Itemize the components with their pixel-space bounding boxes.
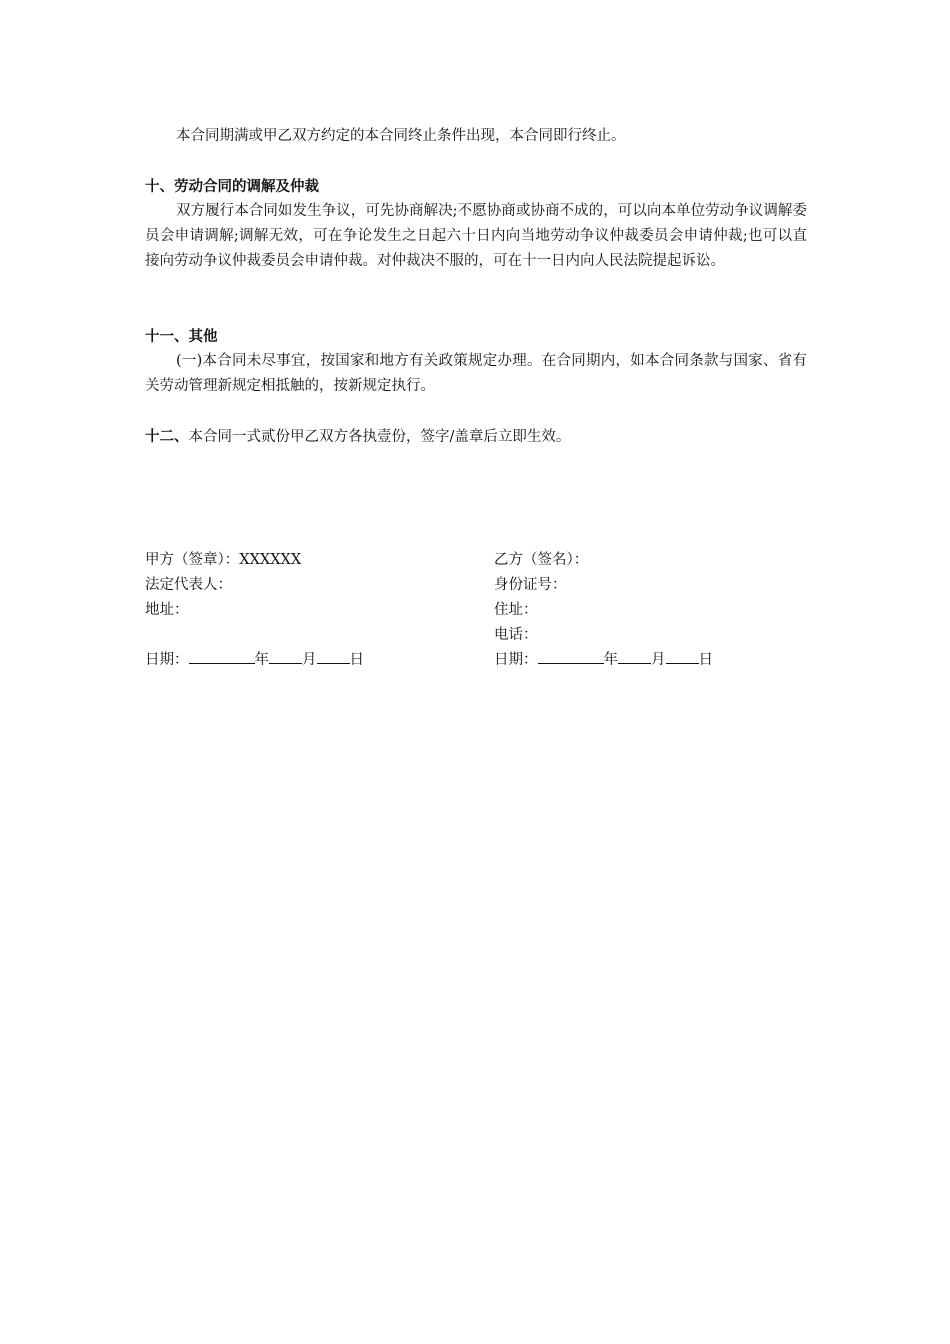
party-b-year-blank[interactable] (538, 648, 604, 664)
party-a-day-blank[interactable] (317, 648, 350, 664)
party-b-month-blank[interactable] (618, 648, 651, 664)
party-b-residence-label: 住址： (494, 602, 538, 618)
section-12-number: 十二、 (145, 428, 189, 445)
party-a-seal-label: 甲方（签章）： (145, 552, 240, 568)
section-12-text: 本合同一式贰份甲乙双方各执壹份，签字/盖章后立即生效。 (188, 429, 571, 445)
party-b-sign-label: 乙方（签名）： (494, 552, 589, 568)
party-b-residence-line (494, 598, 713, 623)
party-b-date-line (494, 648, 713, 673)
section-11-body: (一)本合同未尽事宜，按国家和地方有关政策规定办理。在合同期内，如本合同条款与国家、省有关劳动管理新规定相抵触的，按新规定执行。 (145, 353, 807, 394)
party-a-spacer-line (145, 623, 364, 648)
party-a-month-label: 月 (302, 652, 317, 668)
party-a-legal-rep-line (145, 573, 364, 598)
party-a-legal-rep-label: 法定代表人： (145, 577, 232, 593)
party-b-month-label: 月 (651, 652, 666, 668)
party-a-signature-block (145, 548, 364, 673)
party-b-phone-label: 电话： (494, 627, 538, 643)
party-a-date-line (145, 648, 364, 673)
section-12-clause (145, 424, 570, 450)
party-a-year-label: 年 (254, 652, 269, 668)
party-b-day-label: 日 (698, 652, 713, 668)
document-page (145, 0, 807, 1344)
party-b-date-label: 日期： (494, 652, 538, 668)
party-b-day-blank[interactable] (666, 648, 699, 664)
party-a-seal-line (145, 548, 364, 573)
termination-paragraph: 本合同期满或甲乙双方约定的本合同终止条件出现，本合同即行终止。 (176, 128, 626, 144)
party-a-address-line (145, 598, 364, 623)
party-b-phone-line (494, 623, 713, 648)
section-11-title: 十一、其他 (145, 328, 218, 345)
party-b-id-line (494, 573, 713, 598)
party-a-seal-value: XXXXXX (239, 552, 302, 568)
party-b-signature-block (494, 548, 713, 673)
section-10-body: 双方履行本合同如发生争议，可先协商解决;不愿协商或协商不成的，可以向本单位劳动争议调解委员会申请调解;调解无效，可在争论发生之日起六十日内向当地劳动争议仲裁委员会申请仲裁;也可以直接向劳动争议仲裁委员会申请仲裁。对仲裁决不服的，可在十一日内向人民法院提起诉讼。 (145, 203, 807, 269)
party-a-address-label: 地址： (145, 602, 189, 618)
party-b-id-label: 身份证号： (494, 577, 567, 593)
party-a-year-blank[interactable] (189, 648, 255, 664)
party-a-date-label: 日期： (145, 652, 189, 668)
party-a-month-blank[interactable] (269, 648, 302, 664)
section-10-title: 十、劳动合同的调解及仲裁 (145, 178, 319, 195)
party-b-year-label: 年 (603, 652, 618, 668)
party-b-sign-line (494, 548, 713, 573)
party-a-day-label: 日 (349, 652, 364, 668)
